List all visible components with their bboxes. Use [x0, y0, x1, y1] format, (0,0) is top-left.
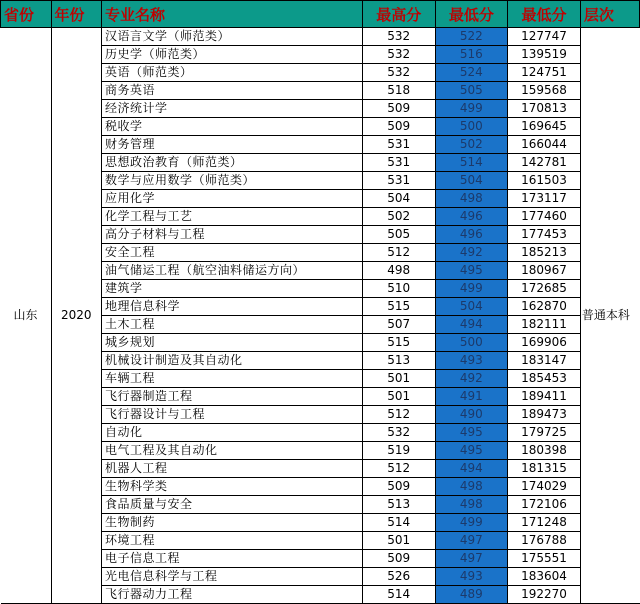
min-score-cell[interactable]: 494	[435, 316, 508, 334]
max-score-cell[interactable]: 502	[362, 208, 435, 226]
major-cell[interactable]: 食品质量与安全	[102, 496, 363, 514]
min-score-cell[interactable]: 504	[435, 172, 508, 190]
header-province: 省份	[1, 1, 52, 28]
max-score-cell[interactable]: 514	[362, 586, 435, 604]
max-score-cell[interactable]: 509	[362, 100, 435, 118]
min-score-cell[interactable]: 490	[435, 406, 508, 424]
max-score-cell[interactable]: 515	[362, 334, 435, 352]
min-score-cell[interactable]: 499	[435, 280, 508, 298]
major-cell[interactable]: 商务英语	[102, 82, 363, 100]
max-score-cell[interactable]: 501	[362, 532, 435, 550]
max-score-cell[interactable]: 512	[362, 406, 435, 424]
major-cell[interactable]: 飞行器设计与工程	[102, 406, 363, 424]
min-score-cell[interactable]: 502	[435, 136, 508, 154]
max-score-cell[interactable]: 514	[362, 514, 435, 532]
max-score-cell[interactable]: 501	[362, 370, 435, 388]
header-major: 专业名称	[102, 1, 363, 28]
major-cell[interactable]: 化学工程与工艺	[102, 208, 363, 226]
max-score-cell[interactable]: 531	[362, 154, 435, 172]
max-score-cell[interactable]: 513	[362, 496, 435, 514]
min-rank-cell[interactable]: 180398	[508, 442, 581, 460]
min-score-cell[interactable]: 494	[435, 460, 508, 478]
major-cell[interactable]: 应用化学	[102, 190, 363, 208]
max-score-cell[interactable]: 532	[362, 424, 435, 442]
major-cell[interactable]: 机器人工程	[102, 460, 363, 478]
min-score-cell[interactable]: 498	[435, 478, 508, 496]
max-score-cell[interactable]: 501	[362, 388, 435, 406]
header-min-rank: 最低分	[508, 1, 581, 28]
min-rank-cell[interactable]: 142781	[508, 154, 581, 172]
major-cell[interactable]: 油气储运工程（航空油料储运方向）	[102, 262, 363, 280]
major-cell[interactable]: 财务管理	[102, 136, 363, 154]
min-rank-cell[interactable]: 166044	[508, 136, 581, 154]
min-score-cell[interactable]: 489	[435, 586, 508, 604]
province-cell[interactable]: 山东	[1, 28, 52, 604]
major-cell[interactable]: 飞行器制造工程	[102, 388, 363, 406]
max-score-cell[interactable]: 498	[362, 262, 435, 280]
min-rank-cell[interactable]: 181315	[508, 460, 581, 478]
header-year: 年份	[51, 1, 102, 28]
min-rank-cell[interactable]: 174029	[508, 478, 581, 496]
major-cell[interactable]: 地理信息科学	[102, 298, 363, 316]
min-rank-cell[interactable]: 175551	[508, 550, 581, 568]
major-cell[interactable]: 税收学	[102, 118, 363, 136]
major-cell[interactable]: 自动化	[102, 424, 363, 442]
min-rank-cell[interactable]: 192270	[508, 586, 581, 604]
min-score-cell[interactable]: 495	[435, 262, 508, 280]
min-score-cell[interactable]: 500	[435, 118, 508, 136]
min-score-cell[interactable]: 500	[435, 334, 508, 352]
max-score-cell[interactable]: 509	[362, 118, 435, 136]
max-score-cell[interactable]: 504	[362, 190, 435, 208]
max-score-cell[interactable]: 515	[362, 298, 435, 316]
min-rank-cell[interactable]: 139519	[508, 46, 581, 64]
year-cell[interactable]: 2020	[51, 28, 102, 604]
min-rank-cell[interactable]: 172685	[508, 280, 581, 298]
major-cell[interactable]: 汉语言文学（师范类）	[102, 28, 363, 46]
min-rank-cell[interactable]: 176788	[508, 532, 581, 550]
min-rank-cell[interactable]: 171248	[508, 514, 581, 532]
min-score-cell[interactable]: 495	[435, 424, 508, 442]
min-rank-cell[interactable]: 169906	[508, 334, 581, 352]
min-rank-cell[interactable]: 189473	[508, 406, 581, 424]
max-score-cell[interactable]: 526	[362, 568, 435, 586]
min-rank-cell[interactable]: 185213	[508, 244, 581, 262]
max-score-cell[interactable]: 532	[362, 64, 435, 82]
table-row	[1, 28, 640, 46]
min-score-cell[interactable]: 499	[435, 100, 508, 118]
min-rank-cell[interactable]: 177453	[508, 226, 581, 244]
min-score-cell[interactable]: 493	[435, 352, 508, 370]
min-score-cell[interactable]: 499	[435, 514, 508, 532]
table-body	[1, 28, 640, 604]
min-score-cell[interactable]: 497	[435, 532, 508, 550]
min-score-cell[interactable]: 498	[435, 190, 508, 208]
header-min-score: 最低分	[435, 1, 508, 28]
max-score-cell[interactable]: 510	[362, 280, 435, 298]
major-cell[interactable]: 车辆工程	[102, 370, 363, 388]
max-score-cell[interactable]: 531	[362, 136, 435, 154]
min-rank-cell[interactable]: 180967	[508, 262, 581, 280]
min-score-cell[interactable]: 497	[435, 550, 508, 568]
min-rank-cell[interactable]: 172106	[508, 496, 581, 514]
major-cell[interactable]: 光电信息科学与工程	[102, 568, 363, 586]
major-cell[interactable]: 生物科学类	[102, 478, 363, 496]
header-max-score: 最高分	[362, 1, 435, 28]
major-cell[interactable]: 环境工程	[102, 532, 363, 550]
major-cell[interactable]: 电子信息工程	[102, 550, 363, 568]
header-level: 层次	[580, 1, 639, 28]
min-rank-cell[interactable]: 177460	[508, 208, 581, 226]
min-score-cell[interactable]: 492	[435, 244, 508, 262]
level-cell[interactable]: 普通本科	[580, 28, 639, 604]
min-score-cell[interactable]: 496	[435, 208, 508, 226]
min-score-cell[interactable]: 492	[435, 370, 508, 388]
min-rank-cell[interactable]: 189411	[508, 388, 581, 406]
major-cell[interactable]: 高分子材料与工程	[102, 226, 363, 244]
max-score-cell[interactable]: 512	[362, 460, 435, 478]
max-score-cell[interactable]: 532	[362, 46, 435, 64]
min-rank-cell[interactable]: 162870	[508, 298, 581, 316]
min-rank-cell[interactable]: 159568	[508, 82, 581, 100]
min-rank-cell[interactable]: 170813	[508, 100, 581, 118]
major-cell[interactable]: 安全工程	[102, 244, 363, 262]
min-rank-cell[interactable]: 185453	[508, 370, 581, 388]
max-score-cell[interactable]: 509	[362, 550, 435, 568]
max-score-cell[interactable]: 507	[362, 316, 435, 334]
max-score-cell[interactable]: 519	[362, 442, 435, 460]
max-score-cell[interactable]: 509	[362, 478, 435, 496]
min-rank-cell[interactable]: 183147	[508, 352, 581, 370]
min-rank-cell[interactable]: 179725	[508, 424, 581, 442]
major-cell[interactable]: 建筑学	[102, 280, 363, 298]
min-score-cell[interactable]: 504	[435, 298, 508, 316]
max-score-cell[interactable]: 532	[362, 28, 435, 46]
major-cell[interactable]: 生物制药	[102, 514, 363, 532]
min-score-cell[interactable]: 514	[435, 154, 508, 172]
major-cell[interactable]: 思想政治教育（师范类）	[102, 154, 363, 172]
max-score-cell[interactable]: 512	[362, 244, 435, 262]
max-score-cell[interactable]: 505	[362, 226, 435, 244]
min-score-cell[interactable]: 505	[435, 82, 508, 100]
min-score-cell[interactable]: 522	[435, 28, 508, 46]
min-rank-cell[interactable]: 173117	[508, 190, 581, 208]
major-cell[interactable]: 机械设计制造及其自动化	[102, 352, 363, 370]
major-cell[interactable]: 数学与应用数学（师范类）	[102, 172, 363, 190]
min-rank-cell[interactable]: 183604	[508, 568, 581, 586]
major-cell[interactable]: 经济统计学	[102, 100, 363, 118]
major-cell[interactable]: 历史学（师范类）	[102, 46, 363, 64]
max-score-cell[interactable]: 531	[362, 172, 435, 190]
min-score-cell[interactable]: 498	[435, 496, 508, 514]
major-cell[interactable]: 土木工程	[102, 316, 363, 334]
min-rank-cell[interactable]: 161503	[508, 172, 581, 190]
min-score-cell[interactable]: 516	[435, 46, 508, 64]
max-score-cell[interactable]: 518	[362, 82, 435, 100]
min-score-cell[interactable]: 495	[435, 442, 508, 460]
major-cell[interactable]: 英语（师范类）	[102, 64, 363, 82]
header-row	[1, 1, 640, 28]
major-cell[interactable]: 城乡规划	[102, 334, 363, 352]
min-rank-cell[interactable]: 124751	[508, 64, 581, 82]
min-score-cell[interactable]: 524	[435, 64, 508, 82]
max-score-cell[interactable]: 513	[362, 352, 435, 370]
min-score-cell[interactable]: 496	[435, 226, 508, 244]
min-rank-cell[interactable]: 182111	[508, 316, 581, 334]
major-cell[interactable]: 飞行器动力工程	[102, 586, 363, 604]
min-score-cell[interactable]: 491	[435, 388, 508, 406]
min-rank-cell[interactable]: 169645	[508, 118, 581, 136]
min-rank-cell[interactable]: 127747	[508, 28, 581, 46]
major-cell[interactable]: 电气工程及其自动化	[102, 442, 363, 460]
min-score-cell[interactable]: 493	[435, 568, 508, 586]
